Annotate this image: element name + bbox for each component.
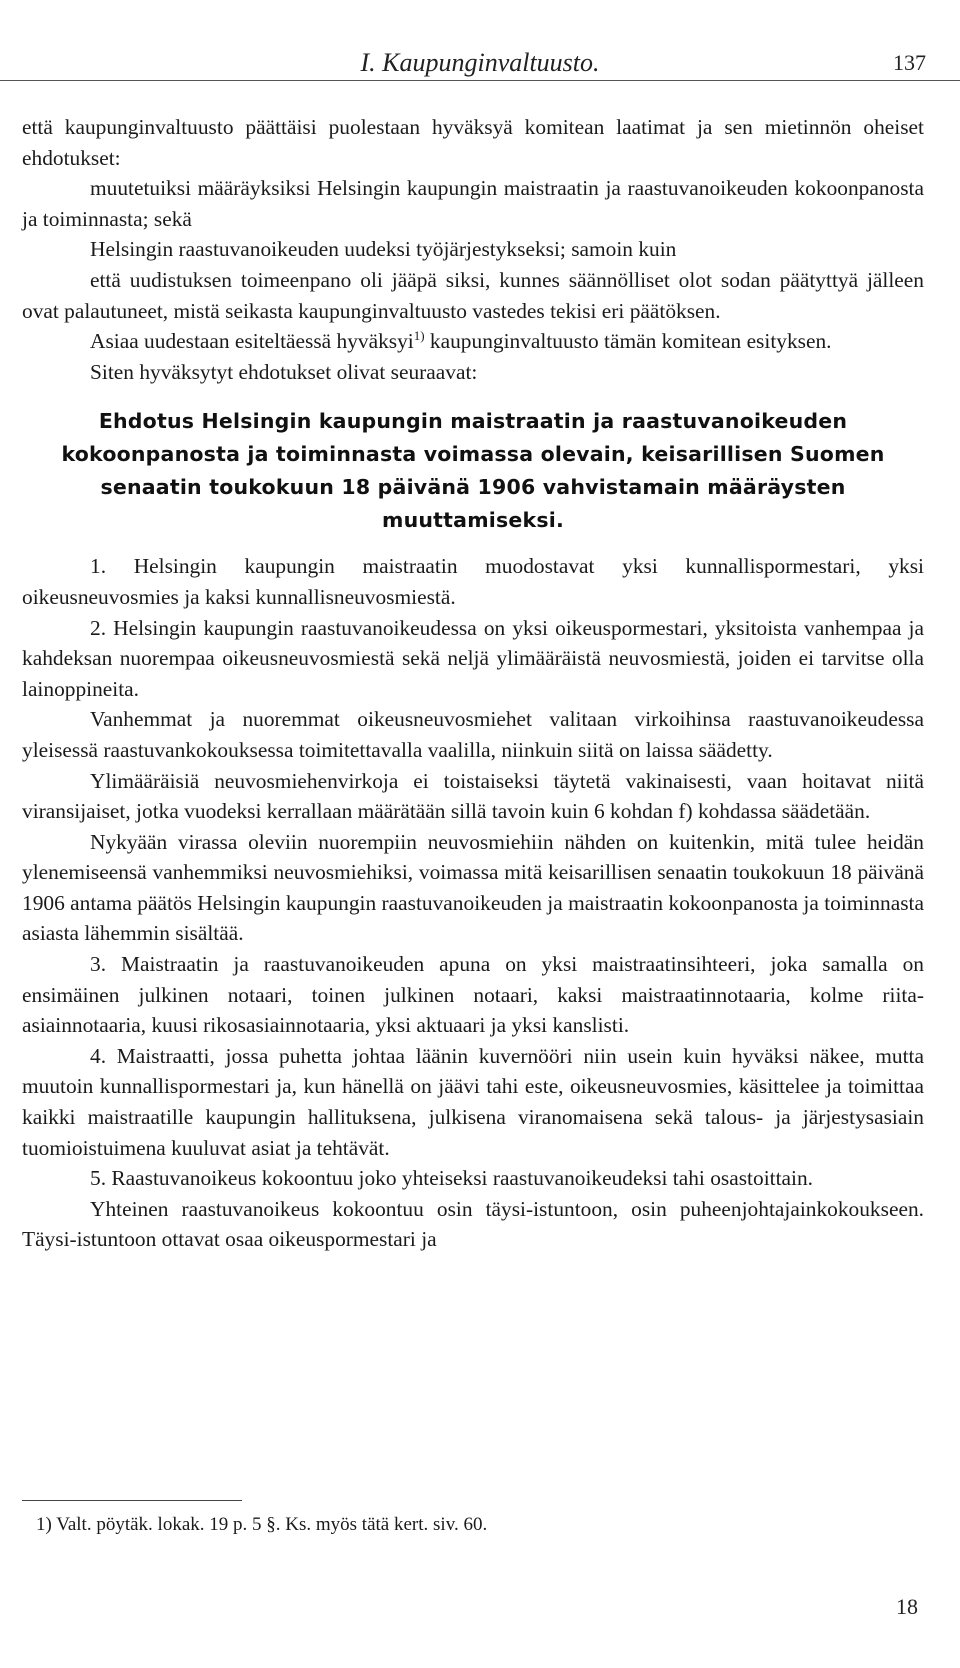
running-header [0,44,960,81]
footnote: 1) Valt. pöytäk. lokak. 19 p. 5 §. Ks. myös tätä kert. siv. 60. [36,1514,488,1535]
paragraph: Vanhemmat ja nuoremmat oikeusneuvosmiehet valitaan virkoihinsa raastuvanoikeudessa yleisessä raastuvankokouksessa toimitettavalla vaalilla, niinkuin siitä on laissa säädetty. [22,707,924,762]
page-number: 137 [893,50,926,75]
numbered-section: 2. Helsingin kaupungin raastuvanoikeudessa on yksi oikeuspormestari, yksitoista vanhempaa ja kahdeksan nuorempaa oikeusneuvosmiestä sekä neljä ylimääräistä neuvosmiestä, joiden ei tarvitse olla lainoppineita. [22,615,924,701]
numbered-section: 5. Raastuvanoikeus kokoontuu joko yhteiseksi raastuvanoikeudeksi tahi osastoittain. [90,1166,814,1191]
paragraph: Yhteinen raastuvanoikeus kokoontuu osin täysi-istuntoon, osin puheenjohtajainkokoukseen. Täysi-istuntoon ottavat osaa oikeuspormestari ja [22,1196,924,1252]
footnote-divider [22,1500,242,1501]
running-title: I. Kaupunginvaltuusto. [360,48,600,77]
main-text [22,112,924,1255]
paragraph: Nykyään virassa oleviin nuorempiin neuvosmiehiin nähden on kuitenkin, mitä tulee heidän ylenemiseensä vanhemmiksi neuvosmiehiksi, voimassa mitä keisarillisen senaatin toukokuun 18 päivänä 1906 antama päätös Helsingin kaupungin raastuvanoikeuden ja maistraatin kokoonpanosta ja toiminnasta asiasta lähemmin sisältää. [22,829,924,946]
paragraph: että uudistuksen toimeenpano oli jääpä siksi, kunnes säännölliset olot sodan päätyttyä jälleen ovat palautuneet, mistä seikasta kaupunginvaltuusto vastedes tekisi eri päätöksen. [22,267,924,323]
paragraph: Helsingin raastuvanoikeuden uudeksi työjärjestykseksi; samoin kuin [90,237,677,262]
numbered-section: 3. Maistraatin ja raastuvanoikeuden apuna on yksi maistraatinsihteeri, joka samalla on ensimäinen julkinen notaari, toinen julkinen notaari, kaksi maistraatinnotaaria, kolme riita-asiainnotaaria, kuusi rikosasiainnotaaria, yksi aktuaari ja yksi kanslisti. [22,952,924,1038]
paragraph: että kaupunginvaltuusto päättäisi puolestaan hyväksyä komitean laatimat ja sen mietinnön oheiset ehdotukset: [22,115,924,170]
paragraph: Siten hyväksytyt ehdotukset olivat seuraavat: [90,359,478,384]
section-heading: Ehdotus Helsingin kaupungin maistraatin ja raastuvanoikeuden kokoonpanosta ja toiminnasta voimassa olevain, keisarillisen Suomen senaatin toukokuun 18 päivänä 1906 vahvistamain määräysten muuttamiseksi. [61,409,885,533]
footnote-reference: 1) [413,328,425,344]
paragraph: Ylimääräisiä neuvosmiehenvirkoja ei toistaiseksi täytetä vakinaisesti, vaan hoitavat niitä viransijaiset, jotka vuodeksi kerrallaan määrätään sillä tavoin kuin 6 kohdan f) kohdassa säädetään. [22,768,924,824]
paragraph [22,326,924,357]
paragraph-text: kaupunginvaltuusto tämän komitean esityksen. [424,329,832,354]
numbered-section: 1. Helsingin kaupungin maistraatin muodostavat yksi kunnallispormestari, yksi oikeusneuvosmies ja kaksi kunnallisneuvosmiestä. [22,554,924,609]
numbered-section: 4. Maistraatti, jossa puhetta johtaa läänin kuvernööri niin usein kuin hyväksi näkee, mutta muutoin kunnallispormestari ja, kun hänellä on jäävi tahi este, oikeusneuvosmies, käsittelee ja toimittaa kaikki maistraatille kaupungin hallituksena, julkisena viranomaisena sekä talous- ja järjestysasiain tuomioistuimena kuuluvat asiat ja tehtävät. [22,1043,924,1160]
paragraph-text: Asiaa uudestaan esiteltäessä hyväksyi [90,329,414,354]
paragraph: muutetuiksi määräyksiksi Helsingin kaupungin maistraatin ja raastuvanoikeuden kokoonpanosta ja toiminnasta; sekä [22,176,924,231]
signature-mark: 18 [896,1594,918,1619]
